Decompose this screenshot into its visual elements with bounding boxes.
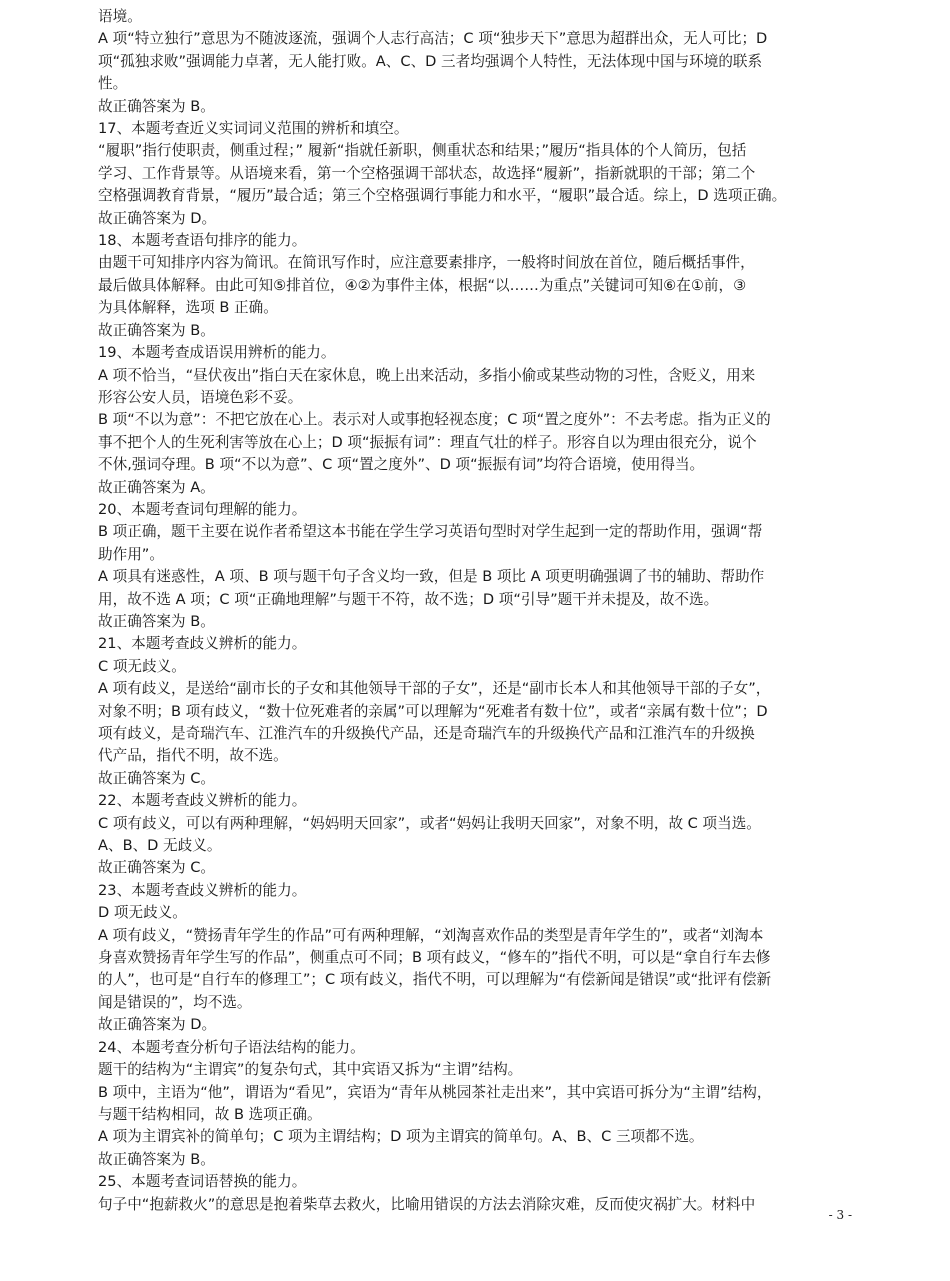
text-line: 项有歧义，是奇瑞汽车、江淮汽车的升级换代产品，还是奇瑞汽车的升级换代产品和江淮汽车的升级换 <box>98 725 755 742</box>
text-line: 故正确答案为 B。 <box>98 321 215 339</box>
text-line: A 项“特立独行”意思为不随波逐流，强调个人志行高洁；C 项“独步天下”意思为超群出众，无人可比；D <box>98 30 768 48</box>
text-line: 学习、工作背景等。从语境来看，第一个空格强调干部状态，故选择“履新”，指新就职的干部；第二个 <box>98 164 756 182</box>
text-line: 23、本题考查歧义辨析的能力。 <box>98 881 307 899</box>
text-line: 闻是错误的”，均不选。 <box>98 993 252 1011</box>
text-line: 句子中“抱薪救火”的意思是抱着柴草去救火，比喻用错误的方法去消除灾难，反而使灾祸扩大。材料中 <box>98 1195 756 1213</box>
text-line: 身喜欢赞扬青年学生写的作品”，侧重点可不同；B 项有歧义，“修车的”指代不明，可以是“拿自行车去修 <box>98 949 771 967</box>
text-line: 19、本题考查成语误用辨析的能力。 <box>98 344 336 362</box>
text-line: B 项中，主语为“他”，谓语为“看见”，宾语为“青年从桃园茶社走出来”，其中宾语可拆分为“主谓”结构， <box>98 1083 772 1101</box>
text-line: A 项具有迷惑性，A 项、B 项与题干句子含义均一致，但是 B 项比 A 项更明确强调了书的辅助、帮助作 <box>98 568 765 586</box>
text-line: D 项无歧义。 <box>98 904 187 922</box>
text-line: 20、本题考查词句理解的能力。 <box>98 500 307 518</box>
text-line: B 项“不以为意”：不把它放在心上。表示对人或事抱轻视态度；C 项“置之度外”：不去考虑。指为正义的 <box>98 411 771 429</box>
text-line: 用，故不选 A 项；C 项“正确地理解”与题干不符，故不选；D 项“引导”题干并未提及，故不选。 <box>98 590 719 608</box>
text-line: A、B、D 无歧义。 <box>98 837 222 855</box>
text-body <box>98 6 856 1216</box>
text-line: 故正确答案为 C。 <box>98 769 215 787</box>
text-line: 语境。 <box>98 8 142 25</box>
text-line: 与题干结构相同，故 B 选项正确。 <box>98 1105 322 1123</box>
text-line: A 项有歧义，“赞扬青年学生的作品”可有两种理解，“刘淘喜欢作品的类型是青年学生的”，或者“刘淘本 <box>98 926 764 944</box>
text-line: 的人”，也可是“自行车的修理工”；C 项有歧义，指代不明，可以理解为“有偿新闻是错误”或“批评有偿新 <box>98 971 772 989</box>
text-line: 为具体解释，选项 B 正确。 <box>98 299 278 317</box>
text-line: 项“孤独求败”强调能力卓著，无人能打败。A、C、D 三者均强调个人特性，无法体现中国与环境的联系 <box>98 52 763 70</box>
text-line: 形容公安人员，语境色彩不妥。 <box>98 388 303 406</box>
text-line: 21、本题考查歧义辨析的能力。 <box>98 635 307 653</box>
text-line: 题干的结构为“主谓宾”的复杂句式，其中宾语又拆为“主谓”结构。 <box>98 1061 523 1079</box>
text-line: 空格强调教育背景，“履历”最合适；第三个空格强调行事能力和水平，“履职”最合适。综上，D 选项正确。 <box>98 187 787 205</box>
text-line: “履职”指行使职责，侧重过程；” 履新“指就任新职，侧重状态和结果；”履历“指具体的个人简历，包括 <box>98 142 747 160</box>
text-line: 25、本题考查词语替换的能力。 <box>98 1173 307 1191</box>
text-line: B 项正确，题干主要在说作者希望这本书能在学生学习英语句型时对学生起到一定的帮助作用，强调“帮 <box>98 523 763 541</box>
text-line: 由题干可知排序内容为简讯。在简讯写作时，应注意要素排序，一般将时间放在首位，随后概括事件， <box>98 254 755 272</box>
text-line: 事不把个人的生死利害等放在心上；D 项“振振有词”：理直气壮的样子。形容自以为理由很充分，说个 <box>98 433 757 451</box>
text-line: 对象不明；B 项有歧义，“数十位死难者的亲属”可以理解为“死难者有数十位”，或者“亲属有数十位”；D <box>98 702 768 720</box>
text-line: 故正确答案为 B。 <box>98 612 215 630</box>
text-line: 22、本题考查歧义辨析的能力。 <box>98 792 307 810</box>
text-line: C 项无歧义。 <box>98 657 186 675</box>
text-line: 故正确答案为 A。 <box>98 478 215 496</box>
text-line: C 项有歧义，可以有两种理解，“妈妈明天回家”，或者“妈妈让我明天回家”，对象不明，故 C 项当选。 <box>98 814 761 832</box>
text-line: 故正确答案为 D。 <box>98 209 217 227</box>
text-line: 代产品，指代不明，故不选。 <box>98 747 288 765</box>
text-line: 助作用”。 <box>98 545 164 563</box>
text-line: 17、本题考查近义实词词义范围的辨析和填空。 <box>98 120 409 138</box>
text-line: 故正确答案为 B。 <box>98 1150 215 1168</box>
text-line: A 项不恰当，“昼伏夜出”指白天在家休息，晚上出来活动，多指小偷或某些动物的习性，含贬义，用来 <box>98 366 756 384</box>
text-line: 24、本题考查分析句子语法结构的能力。 <box>98 1038 365 1056</box>
text-line: 不休,强词夺理。B 项“不以为意”、C 项“置之度外”、D 项“振振有词”均符合语境，使用得当。 <box>98 456 705 474</box>
text-line: 最后做具体解释。由此可知⑤排首位，④②为事件主体，根据“以……为重点”关键词可知⑥在①前，③ <box>98 276 747 294</box>
page-number: - 3 - <box>828 1208 852 1222</box>
text-line: 故正确答案为 B。 <box>98 97 215 115</box>
text-line: 性。 <box>98 75 128 93</box>
text-line: A 项为主谓宾补的简单句；C 项为主谓结构；D 项为主谓宾的简单句。A、B、C 三项都不选。 <box>98 1128 704 1146</box>
text-line: 18、本题考查语句排序的能力。 <box>98 232 307 250</box>
text-line: A 项有歧义，是送给“副市长的子女和其他领导干部的子女”，还是“副市长本人和其他领导干部的子女”， <box>98 680 771 698</box>
text-line: 故正确答案为 D。 <box>98 1016 217 1034</box>
text-line: 故正确答案为 C。 <box>98 859 215 877</box>
